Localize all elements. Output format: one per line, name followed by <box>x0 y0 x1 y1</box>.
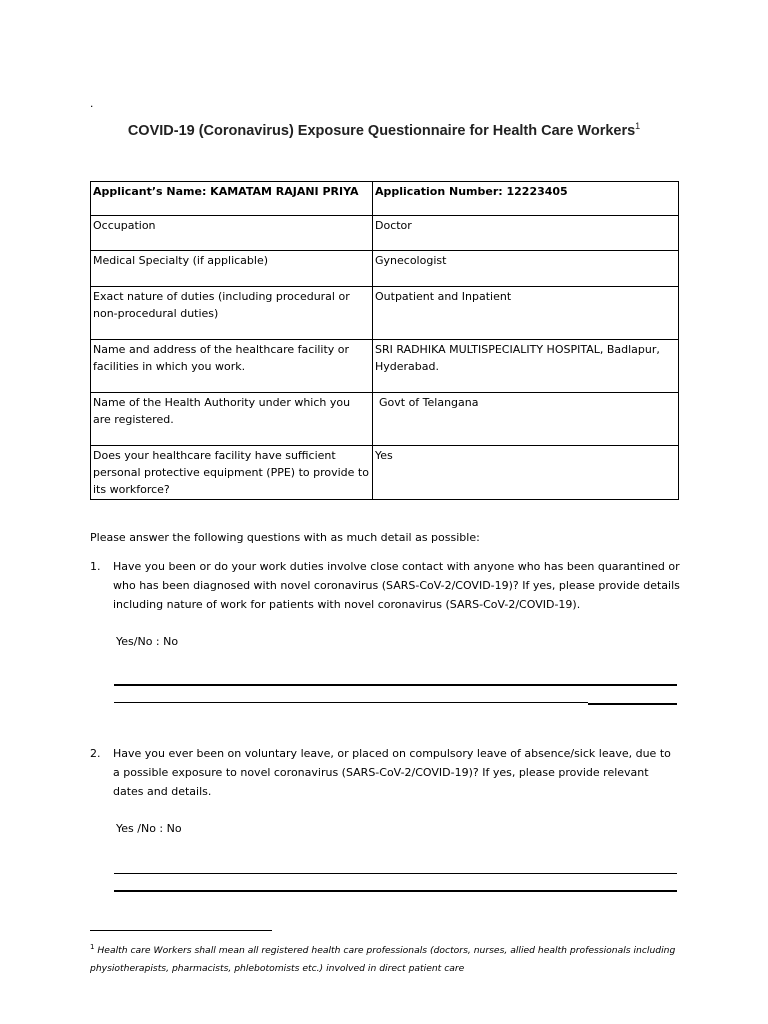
document-title <box>0 121 768 139</box>
footnote-text: Health care Workers shall mean all registered health care professionals (doctors, nurses, allied health professionals including physiotherapists, pharmacists, phlebotomists etc.) involved in direct patient care <box>90 945 676 975</box>
table-row <box>91 287 679 340</box>
facility-label: Name and address of the healthcare facility or facilities in which you work. <box>91 340 373 393</box>
specialty-label: Medical Specialty (if applicable) <box>91 251 373 287</box>
answer-line <box>114 702 588 703</box>
question-1-answer: Yes/No : No <box>116 635 179 648</box>
table-row <box>91 393 679 446</box>
instructions-text: Please answer the following questions with as much detail as possible: <box>90 531 480 544</box>
question-2-answer: Yes /No : No <box>116 822 182 835</box>
footnote-marker: 1 <box>90 943 95 951</box>
duties-value: Outpatient and Inpatient <box>373 287 679 340</box>
table-row <box>91 216 679 251</box>
ppe-label: Does your healthcare facility have sufficient personal protective equipment (PPE) to provide to its workforce? <box>91 446 373 500</box>
answer-line <box>114 873 677 874</box>
application-number-cell: Application Number: 12223405 <box>373 182 679 216</box>
table-row <box>91 251 679 287</box>
specialty-value: Gynecologist <box>373 251 679 287</box>
question-text: Have you ever been on voluntary leave, or placed on compulsory leave of absence/sick leave, due to a possible exposure to novel coronavirus (SARS-CoV-2/COVID-19)? If yes, please provide relevant dates and details. <box>113 747 671 798</box>
page-mark: . <box>90 96 94 110</box>
table-row <box>91 340 679 393</box>
question-number: 1. <box>90 560 101 573</box>
answer-line <box>114 684 677 686</box>
applicant-name-cell: Applicant’s Name: KAMATAM RAJANI PRIYA <box>91 182 373 216</box>
title-text: COVID-19 (Coronavirus) Exposure Questionnaire for Health Care Workers <box>127 122 636 139</box>
facility-value: SRI RADHIKA MULTISPECIALITY HOSPITAL, Badlapur, Hyderabad. <box>373 340 679 393</box>
answer-line <box>114 890 677 892</box>
question-text: Have you been or do your work duties involve close contact with anyone who has been quarantined or who has been diagnosed with novel coronavirus (SARS-CoV-2/COVID-19)? If yes, please provide details including nature of work for patients with novel coronavirus (SARS-CoV-2/COVID-19). <box>113 560 680 611</box>
ppe-value: Yes <box>373 446 679 500</box>
answer-line-short <box>588 703 677 705</box>
footnote <box>90 938 690 978</box>
footnote-separator <box>90 930 272 931</box>
table-row <box>91 182 679 216</box>
table-row <box>91 446 679 500</box>
title-footnote-ref: 1 <box>635 121 641 131</box>
occupation-label: Occupation <box>91 216 373 251</box>
question-number: 2. <box>90 747 101 760</box>
occupation-value: Doctor <box>373 216 679 251</box>
duties-label: Exact nature of duties (including procedural or non-procedural duties) <box>91 287 373 340</box>
applicant-info-table <box>90 181 679 500</box>
health-authority-value: Govt of Telangana <box>373 393 679 446</box>
health-authority-label: Name of the Health Authority under which you are registered. <box>91 393 373 446</box>
